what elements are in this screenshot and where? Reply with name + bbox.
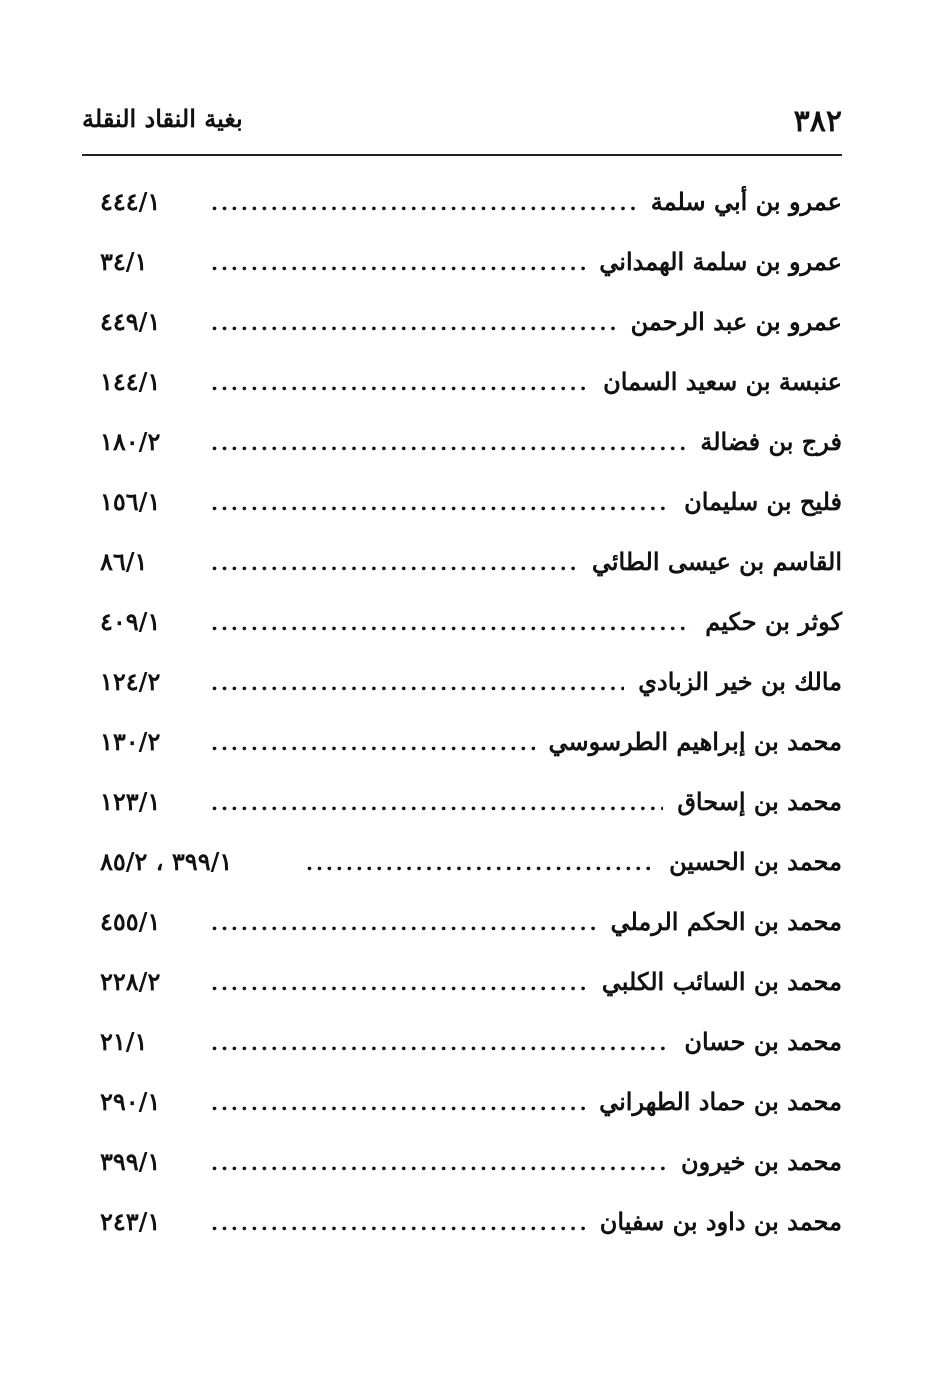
- entry-name: محمد بن حسان: [684, 1027, 842, 1056]
- page-header: [82, 100, 842, 144]
- dot-leader: [211, 533, 578, 593]
- index-entry: [100, 952, 842, 1012]
- entry-name: عمرو بن أبي سلمة: [650, 187, 842, 216]
- entry-name: كوثر بن حكيم: [705, 607, 842, 636]
- index-entry: [100, 1192, 842, 1252]
- dot-leader: [211, 1013, 670, 1073]
- entry-reference: ٣٩٩/١ ، ٨٥/٢: [100, 847, 233, 876]
- entry-name: محمد بن داود بن سفيان: [599, 1207, 842, 1236]
- index-entry: [100, 232, 842, 292]
- index-entry: [100, 412, 842, 472]
- entry-reference: ١٢٤/٢: [100, 667, 161, 696]
- entry-name: مالك بن خير الزبادي: [638, 667, 842, 696]
- index-entry: [100, 1072, 842, 1132]
- entry-reference: ٤٥٥/١: [100, 907, 161, 936]
- index-entry: [100, 292, 842, 352]
- dot-leader: [211, 473, 670, 533]
- entry-reference: ٣٤/١: [100, 247, 148, 276]
- index-entry: [100, 652, 842, 712]
- entry-name: القاسم بن عيسى الطائي: [591, 547, 842, 576]
- dot-leader: [211, 773, 663, 833]
- entry-name: محمد بن السائب الكلبي: [601, 967, 842, 996]
- entry-reference: ١٢٣/١: [100, 787, 161, 816]
- entry-reference: ١٣٠/٢: [100, 727, 161, 756]
- dot-leader: [211, 593, 691, 653]
- entry-name: عمرو بن سلمة الهمداني: [599, 247, 842, 276]
- dot-leader: [211, 1073, 585, 1133]
- index-entry: [100, 352, 842, 412]
- entry-reference: ١٥٦/١: [100, 487, 161, 516]
- index-entry: [100, 472, 842, 532]
- book-title: بغية النقاد النقلة: [82, 104, 243, 133]
- dot-leader: [211, 1193, 586, 1253]
- entry-reference: ١٨٠/٢: [100, 427, 161, 456]
- index-entry: [100, 1012, 842, 1072]
- entry-name: محمد بن إبراهيم الطرسوسي: [548, 727, 842, 756]
- index-entry: [100, 712, 842, 772]
- entry-reference: ١٤٤/١: [100, 367, 161, 396]
- dot-leader: [211, 653, 624, 713]
- dot-leader: [211, 173, 637, 233]
- index-entry: [100, 532, 842, 592]
- entry-reference: ٢١/١: [100, 1027, 148, 1056]
- entry-name: محمد بن حماد الطهراني: [599, 1087, 842, 1116]
- dot-leader: [211, 233, 585, 293]
- entry-name: محمد بن الحكم الرملي: [610, 907, 842, 936]
- entry-reference: ٤٤٤/١: [100, 187, 161, 216]
- index-entry: [100, 832, 842, 892]
- entry-name: عمرو بن عبد الرحمن: [630, 307, 842, 336]
- index-entry: [100, 772, 842, 832]
- entry-reference: ٣٩٩/١: [100, 1147, 161, 1176]
- dot-leader: [211, 413, 686, 473]
- entry-reference: ٢٢٨/٢: [100, 967, 161, 996]
- entry-name: فرج بن فضالة: [700, 427, 842, 456]
- entry-name: محمد بن إسحاق: [677, 787, 842, 816]
- entry-reference: ٨٦/١: [100, 547, 148, 576]
- entry-reference: ٢٩٠/١: [100, 1087, 161, 1116]
- entry-name: محمد بن خيرون: [680, 1147, 842, 1176]
- entry-name: محمد بن الحسين: [669, 847, 842, 876]
- dot-leader: [211, 893, 596, 953]
- index-entry: [100, 892, 842, 952]
- dot-leader: [306, 833, 655, 893]
- dot-leader: [211, 1133, 667, 1193]
- entry-name: فليح بن سليمان: [684, 487, 842, 516]
- dot-leader: [211, 353, 589, 413]
- dot-leader: [211, 953, 588, 1013]
- page-number: ٣٨٢: [793, 104, 842, 139]
- index-entries: [100, 172, 842, 1252]
- entry-reference: ٤٠٩/١: [100, 607, 161, 636]
- entry-reference: ٢٤٣/١: [100, 1207, 161, 1236]
- index-entry: [100, 172, 842, 232]
- dot-leader: [211, 293, 617, 353]
- dot-leader: [211, 713, 535, 773]
- header-divider: [82, 154, 842, 156]
- entry-name: عنبسة بن سعيد السمان: [603, 367, 842, 396]
- index-entry: [100, 1132, 842, 1192]
- index-entry: [100, 592, 842, 652]
- entry-reference: ٤٤٩/١: [100, 307, 161, 336]
